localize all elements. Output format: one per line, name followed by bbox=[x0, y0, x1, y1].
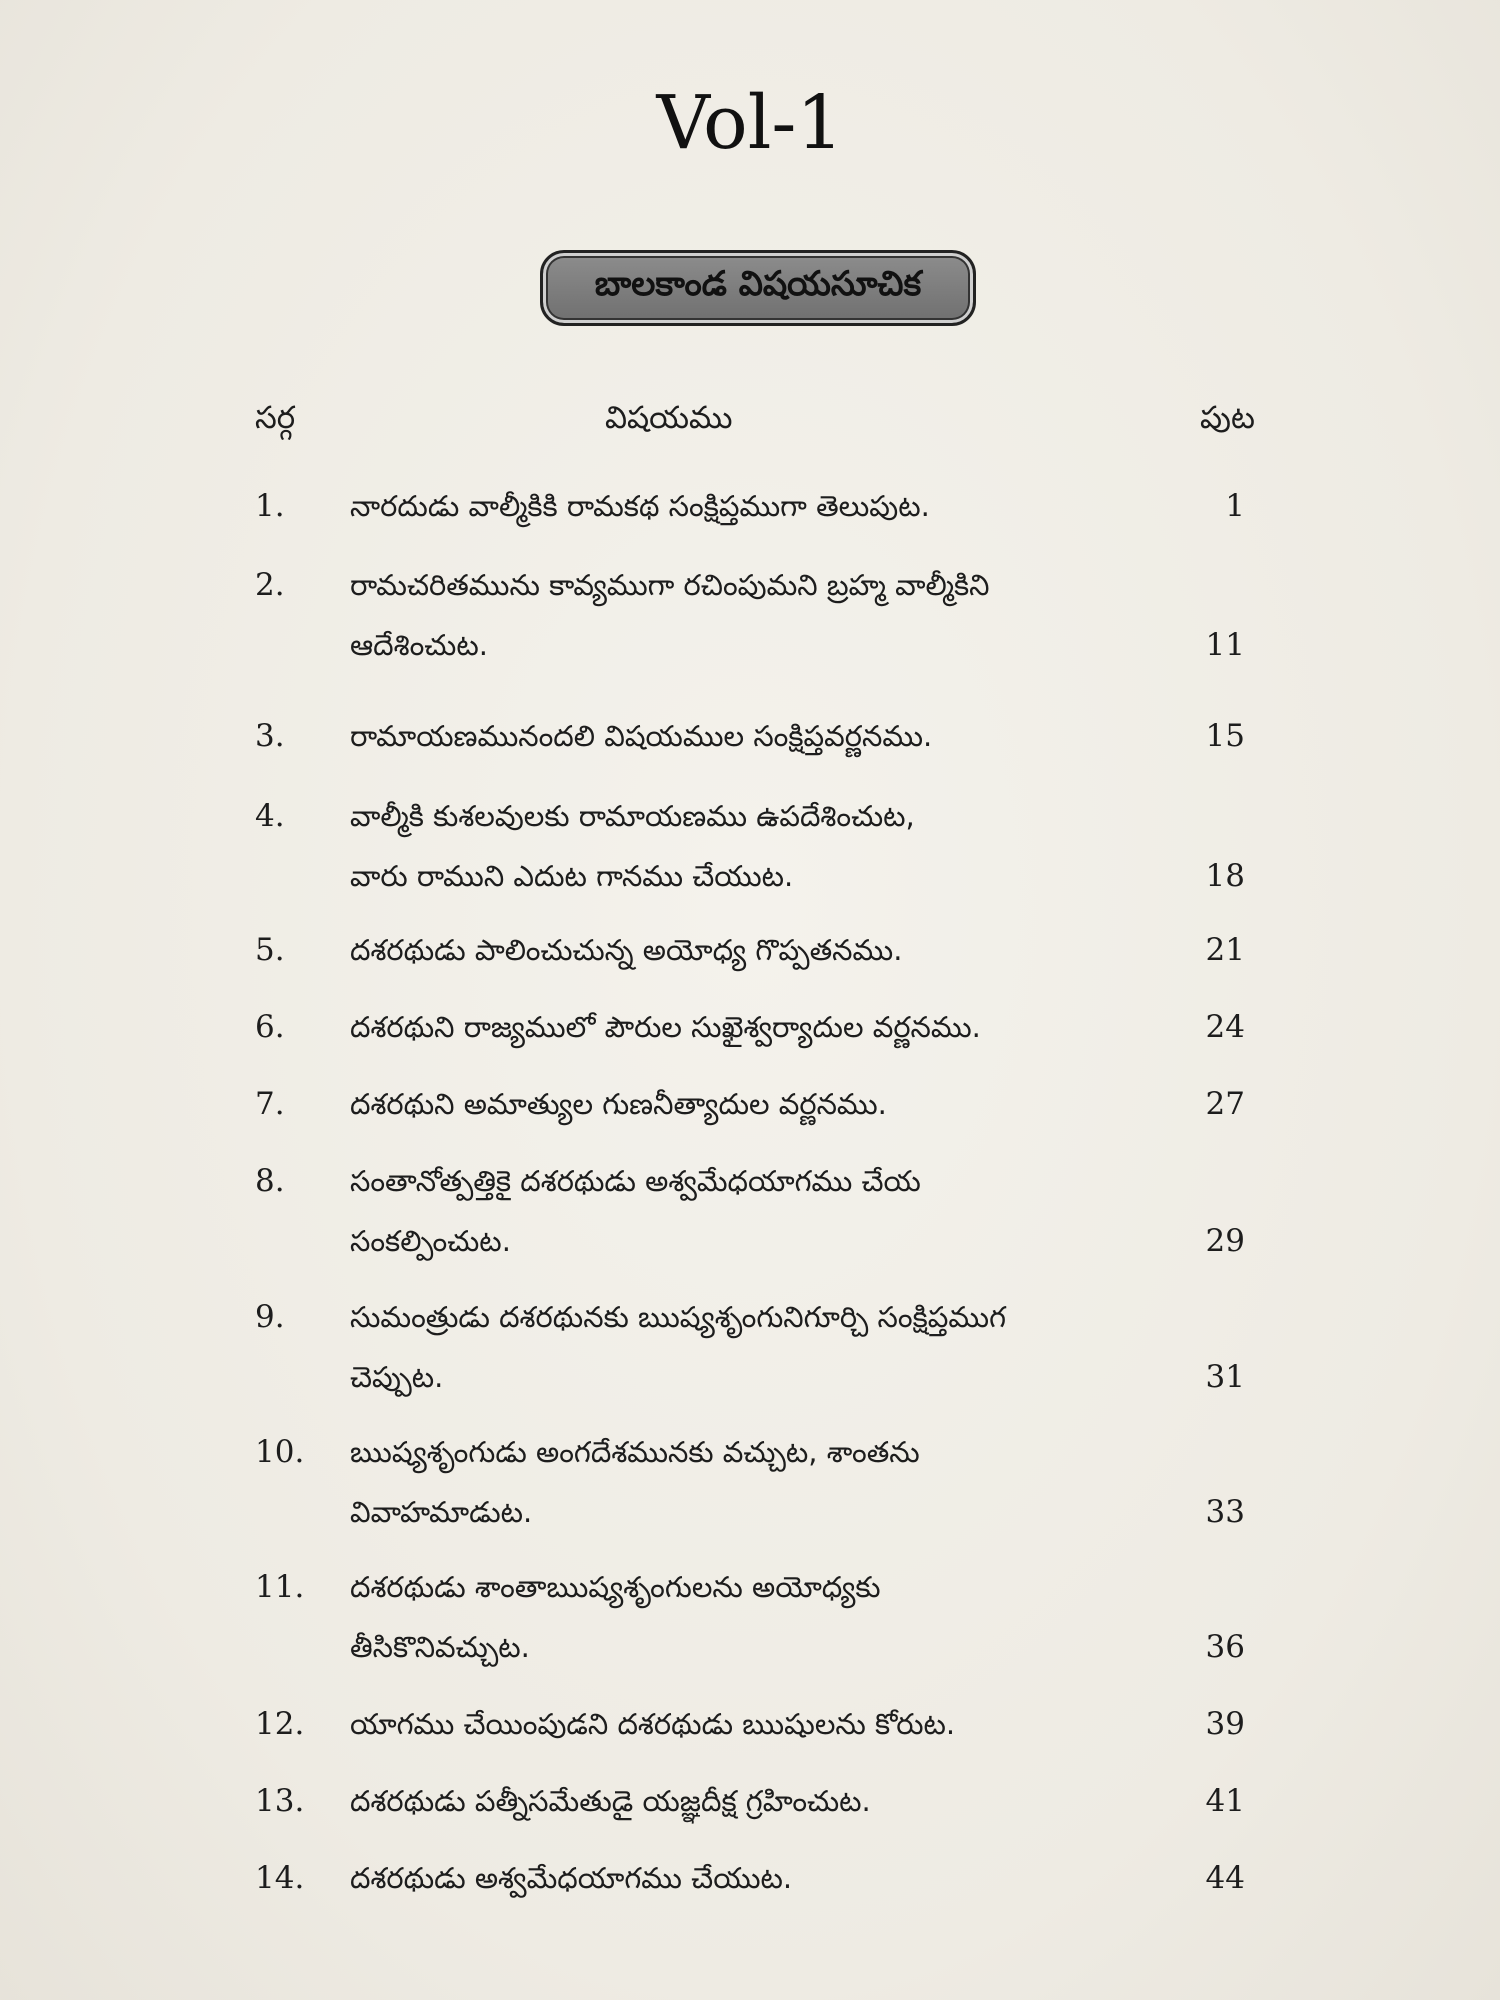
entry-title bbox=[350, 1422, 1170, 1542]
entry-title-line: దశరథుడు పాలించుచున్న అయోధ్య గొప్పతనము. bbox=[350, 933, 903, 967]
entry-title-line: దశరథుడు శాంతాఋష్యశృంగులను అయోధ్యకు bbox=[350, 1570, 881, 1604]
entry-title bbox=[350, 1557, 1170, 1677]
entry-title bbox=[350, 1151, 1170, 1271]
page-number: 1 bbox=[1225, 488, 1245, 524]
entry-title bbox=[350, 1074, 1170, 1134]
entry-title bbox=[350, 1848, 1170, 1908]
column-header-vishayamu: విషయము bbox=[605, 400, 733, 436]
toc-entry bbox=[0, 1694, 1500, 1754]
entry-title-line: చెప్పుట. bbox=[350, 1360, 444, 1394]
entry-title-line: దశరథుడు అశ్వమేధయాగము చేయుట. bbox=[350, 1861, 793, 1895]
entry-title-line: రామాయణమునందలి విషయముల సంక్షిప్తవర్ణనము. bbox=[350, 719, 933, 753]
page-number: 41 bbox=[1205, 1783, 1245, 1819]
sarga-number: 6. bbox=[255, 1009, 285, 1045]
toc-entry bbox=[0, 1074, 1500, 1134]
page-number: 33 bbox=[1205, 1494, 1245, 1530]
entry-title bbox=[350, 997, 1170, 1057]
toc-entry bbox=[0, 706, 1500, 766]
sarga-number: 4. bbox=[255, 798, 285, 834]
entry-title bbox=[350, 1771, 1170, 1831]
toc-entry bbox=[0, 1848, 1500, 1908]
toc-entry bbox=[0, 997, 1500, 1057]
entry-title-line: సంకల్పించుట. bbox=[350, 1224, 511, 1258]
volume-title: Vol-1 bbox=[656, 80, 844, 166]
sarga-number: 7. bbox=[255, 1086, 285, 1122]
entry-title bbox=[350, 920, 1170, 980]
entry-title-line: వారు రాముని ఎదుట గానము చేయుట. bbox=[350, 859, 794, 893]
sarga-number: 11. bbox=[255, 1569, 305, 1605]
entry-title bbox=[350, 555, 1170, 675]
entry-title-line: రామచరితమును కావ్యముగా రచింపుమని బ్రహ్మ వాల్మీకిని bbox=[350, 568, 990, 602]
sarga-number: 5. bbox=[255, 932, 285, 968]
entry-title-line: వివాహమాడుట. bbox=[350, 1495, 533, 1529]
column-header-puta: పుట bbox=[1200, 400, 1255, 436]
sarga-number: 2. bbox=[255, 567, 285, 603]
entry-title-line: ఋష్యశృంగుడు అంగదేశమునకు వచ్చుట, శాంతను bbox=[350, 1435, 920, 1469]
column-header-row bbox=[0, 400, 1500, 460]
toc-entry bbox=[0, 920, 1500, 980]
entry-title bbox=[350, 706, 1170, 766]
toc-entry bbox=[0, 1771, 1500, 1831]
entry-title-line: సుమంత్రుడు దశరథునకు ఋష్యశృంగునిగూర్చి సంక్షిప్తముగ bbox=[350, 1300, 1006, 1334]
column-header-sarga: సర్గ bbox=[255, 400, 296, 436]
toc-entry bbox=[0, 1422, 1500, 1542]
sarga-number: 9. bbox=[255, 1299, 285, 1335]
entry-title-line: యాగము చేయింపుడని దశరథుడు ఋషులను కోరుట. bbox=[350, 1707, 956, 1741]
entry-title bbox=[350, 786, 1170, 906]
toc-entry bbox=[0, 1151, 1500, 1271]
page-number: 21 bbox=[1205, 932, 1245, 968]
entry-title-line: ఆదేశించుట. bbox=[350, 628, 488, 662]
entry-title bbox=[350, 1694, 1170, 1754]
entry-title-line: దశరథుడు పత్నీసమేతుడై యజ్ఞదీక్ష గ్రహించుట. bbox=[350, 1784, 871, 1818]
sarga-number: 3. bbox=[255, 718, 285, 754]
page-number: 11 bbox=[1205, 627, 1245, 663]
page-number: 44 bbox=[1205, 1860, 1245, 1896]
page-number: 36 bbox=[1205, 1629, 1245, 1665]
entry-title-line: నారదుడు వాల్మీకికి రామకథ సంక్షిప్తముగా తెలుపుట. bbox=[350, 489, 930, 523]
toc-entry bbox=[0, 786, 1500, 906]
page-number: 27 bbox=[1205, 1086, 1245, 1122]
entry-title-line: తీసికొనివచ్చుట. bbox=[350, 1630, 530, 1664]
toc-entry bbox=[0, 476, 1500, 536]
sarga-number: 10. bbox=[255, 1434, 305, 1470]
sarga-number: 8. bbox=[255, 1163, 285, 1199]
page-number: 29 bbox=[1205, 1223, 1245, 1259]
section-badge: బాలకాండ విషయసూచిక bbox=[540, 250, 976, 326]
sarga-number: 1. bbox=[255, 488, 285, 524]
sarga-number: 14. bbox=[255, 1860, 305, 1896]
sarga-number: 13. bbox=[255, 1783, 305, 1819]
page-number: 18 bbox=[1205, 858, 1245, 894]
toc-entry bbox=[0, 1557, 1500, 1677]
entry-title-line: సంతానోత్పత్తికై దశరథుడు అశ్వమేధయాగము చేయ bbox=[350, 1164, 921, 1198]
entry-title-line: దశరథుని అమాత్యుల గుణనీత్యాదుల వర్ణనము. bbox=[350, 1087, 887, 1121]
entry-title-line: దశరథుని రాజ్యములో పౌరుల సుఖైశ్వర్యాదుల వర్ణనము. bbox=[350, 1010, 981, 1044]
page-number: 15 bbox=[1205, 718, 1245, 754]
page-number: 31 bbox=[1205, 1359, 1245, 1395]
sarga-number: 12. bbox=[255, 1706, 305, 1742]
entry-title-line: వాల్మీకి కుశలవులకు రామాయణము ఉపదేశించుట, bbox=[350, 799, 915, 833]
toc-entry bbox=[0, 555, 1500, 675]
entry-title bbox=[350, 476, 1170, 536]
toc-entry bbox=[0, 1287, 1500, 1407]
entry-title bbox=[350, 1287, 1170, 1407]
page-number: 39 bbox=[1205, 1706, 1245, 1742]
page-number: 24 bbox=[1205, 1009, 1245, 1045]
